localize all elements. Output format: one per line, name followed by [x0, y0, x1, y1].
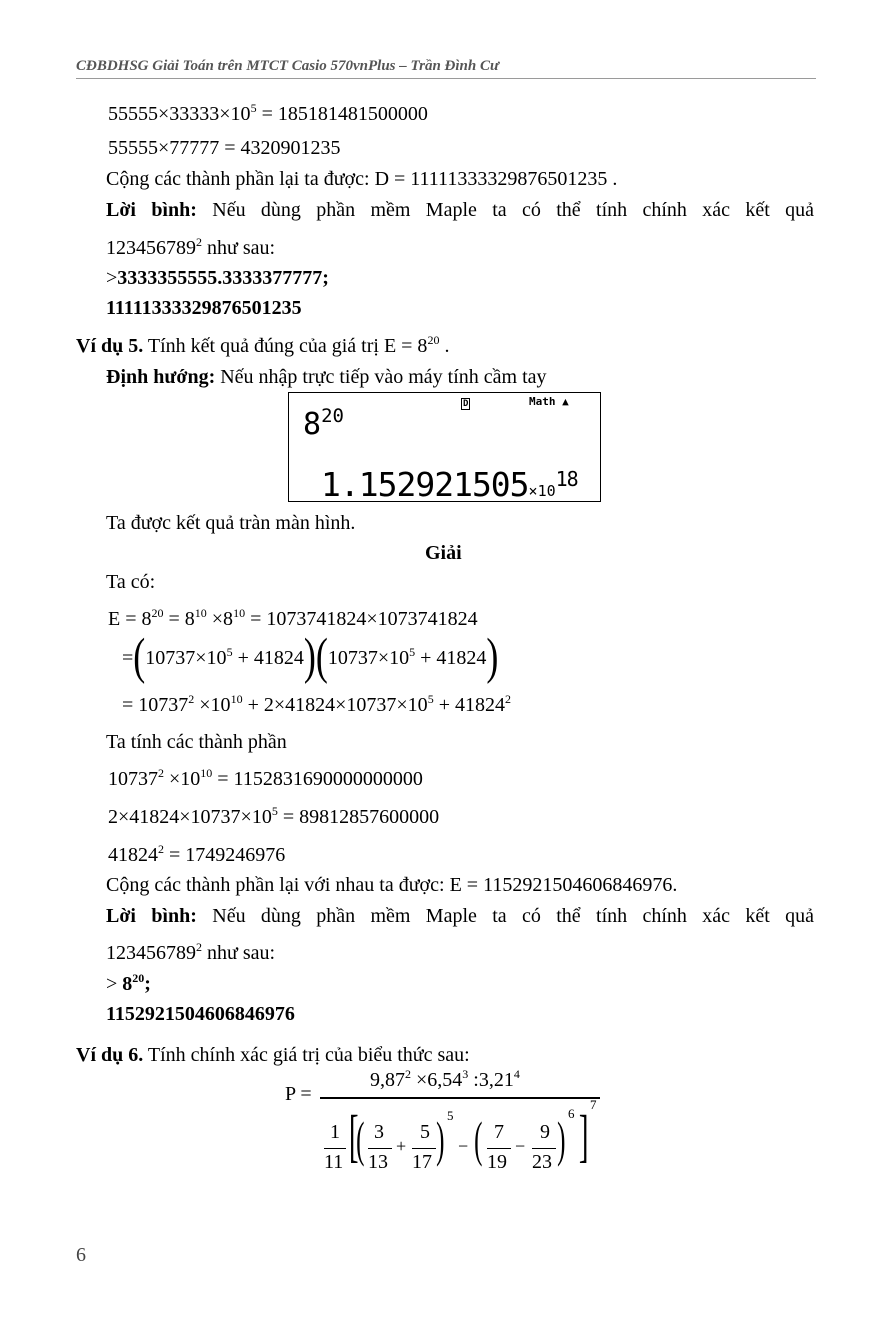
maple5-result: 1152921504606846976 [106, 1003, 295, 1025]
frac-1-11-bar [324, 1148, 346, 1149]
d-value: D = 1111133332987650123​5 . [374, 168, 618, 190]
exp-6: 6 [568, 1106, 575, 1121]
eq-line-1: $55555\times 33333\times 10^5 = 185181481500000$ [108, 101, 428, 125]
p-lhs: P = [285, 1083, 312, 1105]
left-bracket: [ [348, 1103, 359, 1168]
main-fraction-bar [320, 1097, 600, 1099]
calc-d-indicator: D [463, 399, 469, 409]
part-2: $2\times 41824\times 10737\times 10^5 = 89812857600000$ [108, 804, 440, 828]
frac-3-13-den: 13 [368, 1151, 388, 1173]
frac-7-19-num: 7 [494, 1121, 504, 1143]
frac-9-23-den: 23 [532, 1151, 552, 1173]
frac-9-23-num: 9 [540, 1121, 550, 1143]
paren-2-open: ( [474, 1111, 483, 1167]
exp-5: 5 [447, 1108, 454, 1123]
paren-1-open: ( [356, 1111, 365, 1167]
minus-sign: − [458, 1136, 469, 1156]
calc-line-1: $E = 8^{20} = 8^{10} \times 8^{10} = 1073741824\times 1073741824$ [108, 606, 478, 630]
solution-title: Giải [425, 542, 462, 564]
calc-output: $1.152921505\times 10^{18}$ [321, 465, 578, 504]
frac-7-19-den: 19 [487, 1151, 507, 1173]
frac-5-17-num: 5 [420, 1121, 430, 1143]
part-1: $10737^2 \times 10^{10}$ = 115283169000000000​0 [108, 766, 423, 790]
maple5-command: > $8^{20}$; [106, 971, 151, 995]
calc-line-2: $=(10737\times 10^5 + 41824)(10737\times 10^5 + 41824)$ [122, 628, 499, 685]
part-3: $41824^2 = 1749246976$ [108, 842, 286, 866]
page-number: 6 [76, 1244, 86, 1266]
plus-sign: + [396, 1136, 407, 1156]
header-rule [76, 78, 816, 79]
sum-line-d: Cộng các thành phần lại ta được: D = 1111133332987650123​5 . [106, 168, 618, 190]
remark-line-2: 123456789$^2$ như sau: [106, 235, 276, 259]
calc-line-3: = $10737^2 \times 10^{10} + 2\times 41824\times 10737\times 10^5 + 41824^2$ [122, 692, 511, 716]
exp-7: 7 [590, 1097, 597, 1112]
frac-3-13-bar [368, 1148, 392, 1149]
sum-line-e: Cộng các thành phần lại với nhau ta được: E = 1152921504606846976. [106, 874, 678, 896]
example-6-heading: Ví dụ 6. Tính chính xác giá trị của biểu thức sau: [76, 1044, 470, 1066]
frac-5-17-den: 17 [412, 1151, 432, 1173]
parts-intro: Ta tính các thành phần [106, 731, 287, 753]
p-numerator: $9,87^2 \times 6,54^3$ :3,21$^4$ [370, 1067, 520, 1091]
frac-3-13-num: 3 [374, 1121, 384, 1143]
eq-line-2: 55555×77777 = 4320901235 [108, 137, 341, 159]
remark5-line-1: Lời bình: Nếu dùng phần mềm Maple ta có thể tính chính xác kết quả [106, 905, 814, 927]
overflow-note: Ta được kết quả tràn màn hình. [106, 512, 356, 534]
paren-2-close: ) [557, 1111, 566, 1167]
remark5-line-2: 123456789$^2$ như sau: [106, 940, 276, 964]
frac-5-17-bar [412, 1148, 436, 1149]
right-bracket: ] [578, 1103, 589, 1168]
minus-sign-2: − [515, 1136, 526, 1156]
maple-result: 11111333329876501235 [106, 297, 302, 319]
calc-math-indicator: Math ▲ [529, 395, 569, 408]
running-header: CĐBDHSG Giải Toán trên MTCT Casio 570vnPlus – Trần Đình Cư [76, 58, 499, 74]
example-5-heading: Ví dụ 5. Tính kết quả đúng của giá trị $E = 8^{20}$ . [76, 333, 450, 357]
maple-command: >3333355555.3333377777; [106, 267, 329, 289]
calc-input: $8^{20}$ [303, 405, 344, 442]
calculator-screen [288, 392, 601, 502]
frac-7-19-bar [487, 1148, 511, 1149]
frac-1-11-num: 1 [330, 1121, 340, 1143]
remark-line-1: Lời bình: Nếu dùng phần mềm Maple ta có thể tính chính xác kết quả [106, 199, 814, 221]
hint-line: Định hướng: Nếu nhập trực tiếp vào máy tính cầm tay [106, 366, 547, 388]
frac-9-23-bar [532, 1148, 556, 1149]
taco-line: Ta có: [106, 571, 156, 593]
e-value: E = 1152921504606846976. [449, 874, 678, 896]
paren-1-close: ) [436, 1111, 445, 1167]
frac-1-11-den: 11 [324, 1151, 344, 1173]
